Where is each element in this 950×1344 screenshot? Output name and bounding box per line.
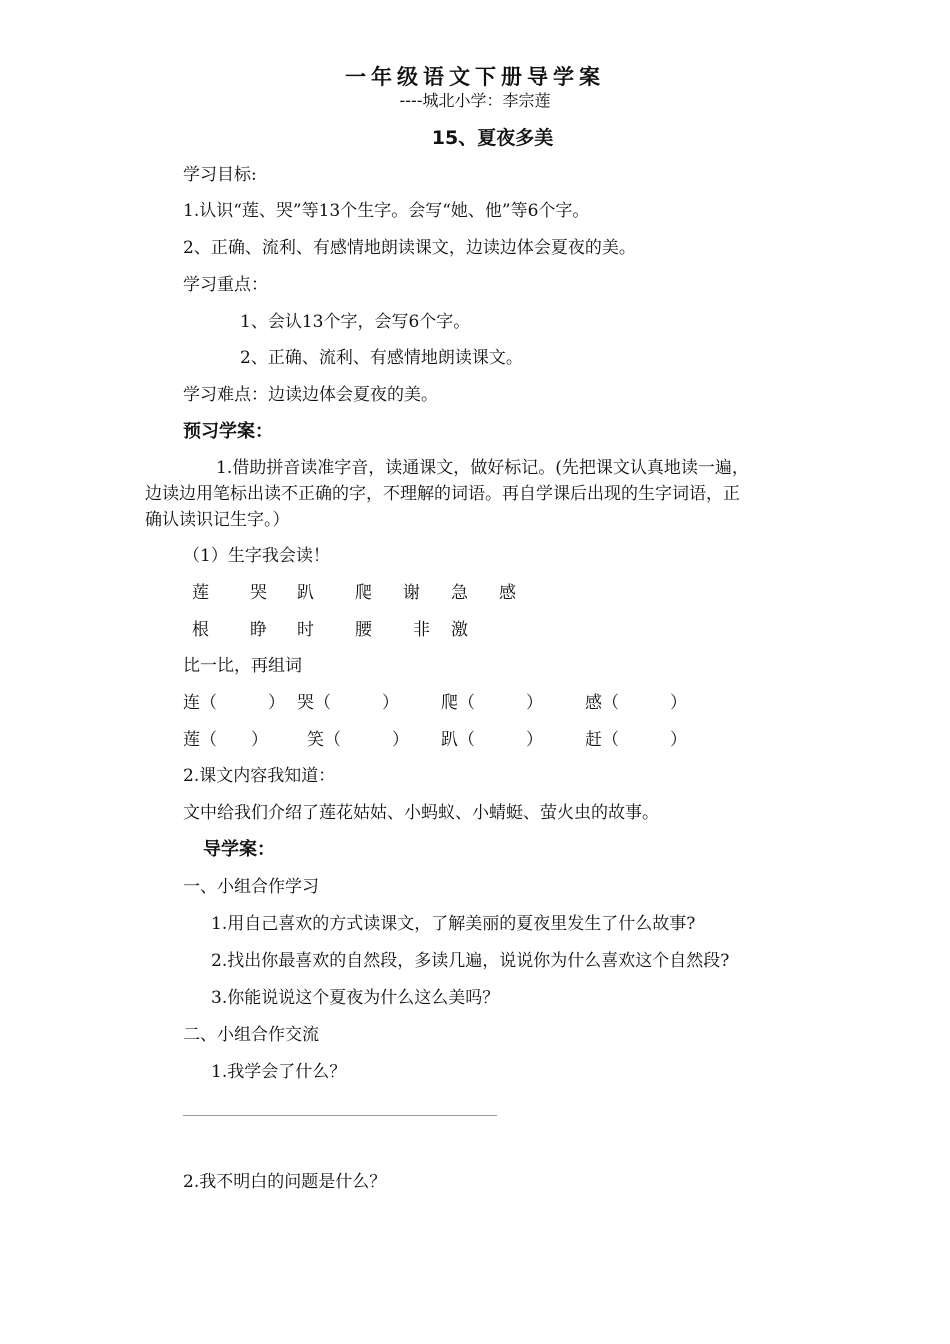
focus-heading: 学习重点：	[183, 275, 268, 295]
compare-cell: 哭（ ）	[297, 693, 399, 713]
compare-cell: 连（ ）	[183, 693, 285, 713]
guide-part-two: 二、小组合作交流	[183, 1025, 319, 1045]
focus-item: 2、正确、流利、有感情地朗读课文。	[240, 348, 523, 368]
char-cell: 激	[451, 620, 468, 640]
guide-question: 1.我学会了什么？	[211, 1062, 347, 1082]
preview-instruction-line: 1.借助拼音读准字音，读通课文，做好标记。(先把课文认真地读一遍，	[216, 458, 749, 478]
goals-heading: 学习目标:	[183, 165, 257, 185]
content-text: 文中给我们介绍了莲花姑姑、小蚂蚁、小蜻蜓、萤火虫的故事。	[183, 803, 659, 823]
compare-cell: 爬（ ）	[441, 693, 543, 713]
author-line: ----城北小学：李宗莲	[399, 91, 551, 110]
guide-question: 3.你能说说这个夏夜为什么这么美吗？	[211, 988, 500, 1008]
read-heading: （1）生字我会读！	[183, 546, 330, 566]
compare-cell: 莲（ ）	[183, 730, 268, 750]
focus-item: 1、会认13个字，会写6个字。	[240, 312, 471, 332]
guide-question: 1.用自己喜欢的方式读课文，了解美丽的夏夜里发生了什么故事?	[211, 914, 696, 934]
char-cell: 趴	[297, 583, 314, 603]
lesson-title: 15、夏夜多美	[431, 127, 554, 149]
char-cell: 时	[297, 620, 314, 640]
char-cell: 爬	[355, 583, 372, 603]
guide-question: 2.我不明白的问题是什么？	[183, 1172, 387, 1192]
char-cell: 非	[413, 620, 430, 640]
guide-part-one: 一、小组合作学习	[183, 877, 319, 897]
goal-item: 1.认识“莲、哭”等13个生字。会写“她、他”等6个字。	[183, 201, 590, 221]
compare-cell: 赶（ ）	[585, 730, 687, 750]
char-cell: 急	[451, 583, 468, 603]
compare-cell: 笑（ ）	[307, 730, 409, 750]
difficulty-line: 学习难点：边读边体会夏夜的美。	[183, 385, 438, 405]
preview-instruction-line: 确认读识记生字。）	[145, 510, 290, 530]
guide-heading: 导学案：	[203, 839, 275, 860]
char-cell: 谢	[403, 583, 420, 603]
compare-heading: 比一比，再组词	[183, 656, 302, 676]
preview-heading: 预习学案：	[183, 421, 273, 442]
goal-item: 2、正确、流利、有感情地朗读课文，边读边体会夏夜的美。	[183, 238, 636, 258]
content-heading: 2.课文内容我知道：	[183, 766, 336, 786]
document-title: 一年级语文下册导学案	[345, 65, 605, 89]
guide-question: 2.找出你最喜欢的自然段，多读几遍，说说你为什么喜欢这个自然段?	[211, 951, 730, 971]
compare-cell: 感（ ）	[585, 693, 687, 713]
char-cell: 哭	[250, 583, 267, 603]
preview-instruction-line: 边读边用笔标出读不正确的字，不理解的词语。再自学课后出现的生字词语，正	[145, 484, 740, 504]
char-cell: 根	[192, 620, 209, 640]
char-cell: 莲	[192, 583, 209, 603]
answer-line	[183, 1115, 497, 1116]
compare-cell: 趴（ ）	[441, 730, 543, 750]
char-cell: 睁	[250, 620, 267, 640]
char-cell: 感	[499, 583, 516, 603]
char-cell: 腰	[355, 620, 372, 640]
